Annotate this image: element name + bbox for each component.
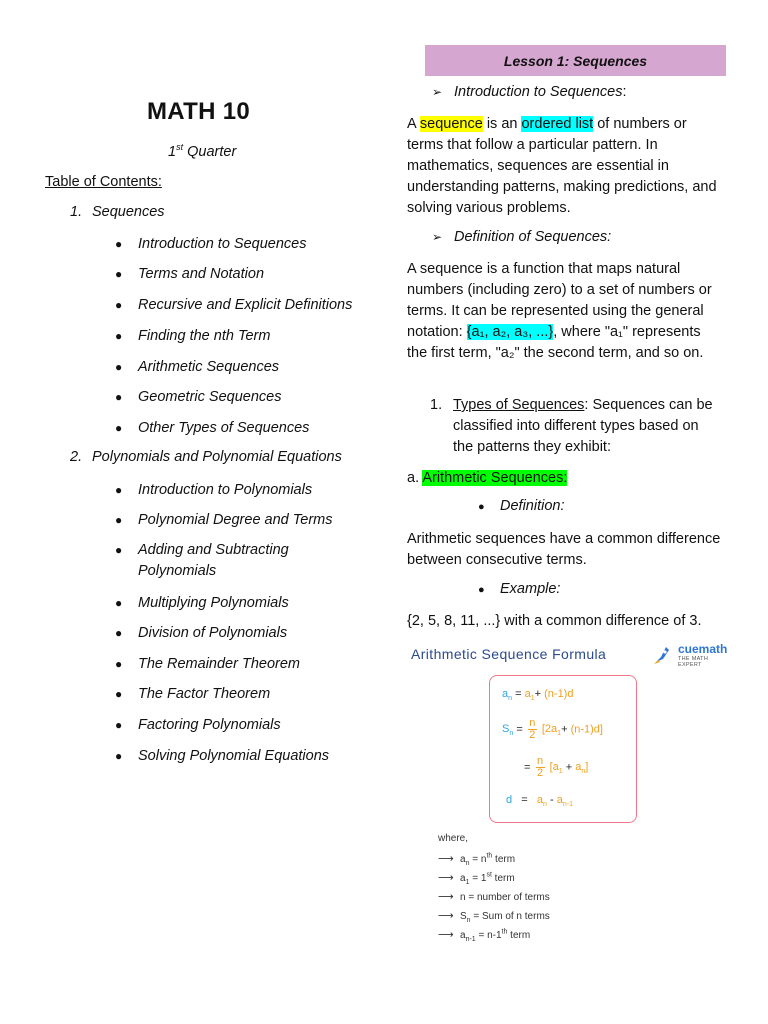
toc-item: ● The Remainder Theorem: [115, 656, 300, 672]
arithmetic-formula-figure: [405, 638, 727, 943]
toc-item: ● Adding and Subtracting Polynomials: [115, 542, 289, 579]
brand-name: cuemath: [678, 642, 728, 656]
definition-paragraph: A sequence is a function that maps natural numbers (including zero) to a set of numbers or terms. It can be represented using the general notation: {a₁, a₂, a₃, ...}, where "a₁" represents the first term, "a₂" the second term, and so on.: [407, 261, 712, 361]
toc-item: ● Introduction to Sequences: [115, 236, 307, 252]
toc-item: ● Finding the nth Term: [115, 328, 271, 344]
toc-item: ● The Factor Theorem: [115, 686, 271, 702]
highlight-sequence: sequence: [419, 116, 483, 132]
legend-row: ⟶ $a_n = n^{th}$ term: [438, 852, 516, 867]
where-label: where,: [438, 833, 469, 844]
toc-item: ● Geometric Sequences: [115, 389, 282, 405]
formula-box: [489, 675, 637, 823]
types-of-sequences: 1. Types of Sequences: Sequences can be classified into different types based on the patterns they exhibit:: [430, 397, 713, 455]
arrow-right-icon: ⟶: [438, 891, 454, 903]
intro-heading: ➢ Introduction to Sequences:: [432, 84, 627, 100]
arrow-right-icon: ⟶: [438, 910, 454, 922]
intro-paragraph: A sequence is an ordered list of numbers or terms that follow a particular pattern. In mathematics, sequences are essential in understanding patterns, making predictions, and solving various problems.: [407, 116, 717, 216]
arithmetic-heading: a. Arithmetic Sequences:: [407, 470, 568, 486]
toc-item: ● Multiplying Polynomials: [115, 595, 289, 611]
brand-tagline: THE MATH EXPERT: [678, 656, 709, 668]
toc-item: ● Terms and Notation: [115, 266, 265, 282]
legend-row: ⟶ n = number of terms: [438, 891, 550, 903]
legend-row: ⟶ $S_n$ = Sum of n terms: [438, 910, 550, 924]
toc-item: ● Recursive and Explicit Definitions: [115, 297, 353, 313]
arithmetic-definition: Arithmetic sequences have a common difference between consecutive terms.: [407, 531, 721, 568]
document-title: MATH 10: [147, 98, 250, 125]
arrow-right-icon: ⟶: [438, 929, 454, 941]
difference-formula: d = $a_n - a_{n-1}$: [506, 794, 573, 809]
definition-heading: ➢ Definition of Sequences:: [432, 229, 612, 245]
definition-bullet: ● Definition:: [478, 498, 565, 514]
arrow-right-icon: ⟶: [438, 872, 454, 884]
legend-row: ⟶ $a_1 = 1st$ term: [438, 871, 515, 886]
arrow-bullet-icon: ➢: [432, 230, 443, 244]
toc-section-sequences: 1. Sequences: [70, 204, 165, 220]
toc-item: ● Factoring Polynomials: [115, 717, 281, 733]
quarter-label: 1st Quarter: [168, 142, 237, 160]
figure-title: Arithmetic Sequence Formula: [411, 646, 607, 662]
arrow-bullet-icon: ➢: [432, 85, 443, 99]
nth-term-formula: $a_n = a_1+ (n-1)d$: [502, 688, 574, 703]
toc-section-polynomials: 2. Polynomials and Polynomial Equations: [70, 449, 342, 465]
lesson-banner: Lesson 1: Sequences: [425, 45, 726, 76]
arrow-right-icon: ⟶: [438, 853, 454, 865]
toc-item: ● Division of Polynomials: [115, 625, 288, 641]
example-bullet: ● Example:: [478, 581, 561, 597]
legend-row: ⟶ $a_{n-1} = n-1th$ term: [438, 928, 531, 943]
example-text: {2, 5, 8, 11, ...} with a common difference of 3.: [407, 613, 702, 629]
toc-item: ● Arithmetic Sequences: [115, 359, 280, 375]
highlight-ordered-list: ordered list: [521, 116, 594, 132]
sum-formula: $S_n$ = $\frac{n}{2}$ $[2a_1+ (n-1)d]$: [502, 717, 603, 741]
sum-formula-alt: = $\frac{n}{2}$ $[a_1 + a_n]$: [524, 755, 589, 779]
toc-item: ● Polynomial Degree and Terms: [115, 512, 333, 528]
toc-item: ● Introduction to Polynomials: [115, 482, 313, 498]
toc-heading: Table of Contents:: [45, 174, 162, 190]
highlight-notation: {a₁, a₂, a₃, ...}: [466, 324, 554, 340]
toc-item: ● Other Types of Sequences: [115, 420, 310, 436]
toc-item: ● Solving Polynomial Equations: [115, 748, 330, 764]
